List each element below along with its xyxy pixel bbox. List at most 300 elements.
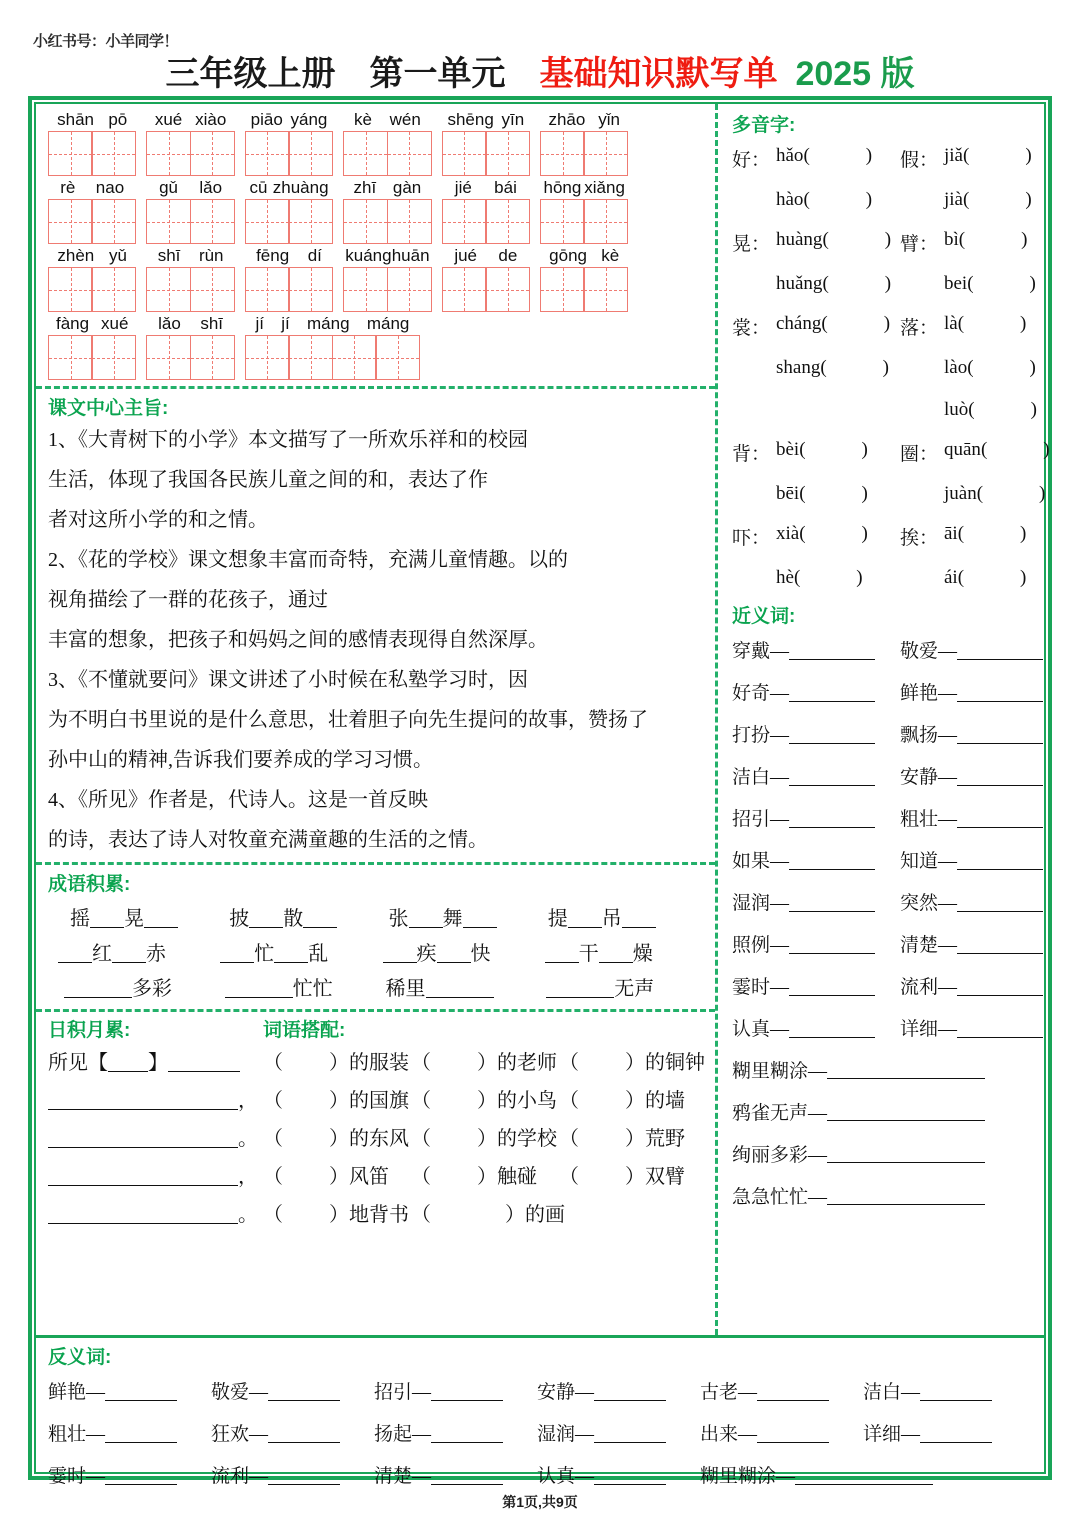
blank-line[interactable] xyxy=(383,943,417,963)
blank-line[interactable] xyxy=(64,978,132,998)
blank-line[interactable] xyxy=(168,1052,240,1072)
paren-close: ） xyxy=(625,1090,645,1112)
pinyin-grid-cell[interactable] xyxy=(146,199,191,244)
paren-close: ) xyxy=(883,312,891,334)
pinyin-syllable: kè xyxy=(601,246,620,265)
blank-line[interactable] xyxy=(789,640,875,660)
pinyin-cells xyxy=(48,335,136,380)
blank-line[interactable] xyxy=(268,1423,340,1443)
antonym-row xyxy=(48,1453,1038,1495)
pinyin-syllable: yǔ xyxy=(109,246,127,265)
blank-line[interactable] xyxy=(426,978,494,998)
idiom-char: 晃 xyxy=(124,908,144,930)
synonym-item xyxy=(732,804,900,831)
blank-line[interactable] xyxy=(431,1465,503,1485)
paren-open: （ xyxy=(411,1090,431,1112)
blank-line[interactable] xyxy=(274,943,308,963)
text-run: 2、《花的学校》课文想象丰富而奇特，充满儿童情趣。以 xyxy=(48,549,548,571)
pinyin-grid-cell[interactable] xyxy=(387,131,432,176)
blank-line[interactable] xyxy=(957,976,1043,996)
synonym-word: 流利— xyxy=(900,976,958,998)
pinyin-syllable: pō xyxy=(108,110,128,129)
idiom-item xyxy=(386,972,547,1001)
paren-close: ） xyxy=(329,1166,349,1188)
pinyin-label xyxy=(146,314,234,335)
antonym-item xyxy=(48,1461,211,1488)
blank-line[interactable] xyxy=(545,943,579,963)
synonym-word: 急急忙忙— xyxy=(732,1186,828,1208)
pinyin-grid-cell[interactable] xyxy=(387,267,432,312)
pinyin-grid-cell[interactable] xyxy=(332,335,377,380)
pinyin-word xyxy=(48,110,136,176)
polyphone-blank[interactable] xyxy=(829,273,885,295)
pinyin-grid-cell[interactable] xyxy=(288,199,333,244)
blank-line[interactable] xyxy=(58,943,92,963)
synonym-wide-item xyxy=(732,1090,1068,1132)
blank-line[interactable] xyxy=(48,1204,238,1224)
blank-line[interactable] xyxy=(827,1185,985,1205)
pinyin-grid-cell[interactable] xyxy=(190,335,235,380)
idiom-item xyxy=(229,902,388,931)
pinyin-grid-cell[interactable] xyxy=(190,199,235,244)
pinyin-cells xyxy=(245,131,333,176)
blank-line[interactable] xyxy=(108,1052,148,1072)
blank-line[interactable] xyxy=(957,724,1043,744)
polyphone-pinyin: hào xyxy=(776,189,804,210)
pinyin-word xyxy=(245,314,420,380)
polyphone-blank[interactable] xyxy=(806,523,862,550)
polyphone-pinyin: bèi xyxy=(776,438,800,460)
polyphone-blank[interactable] xyxy=(810,145,866,172)
collocation-label: 荒野 xyxy=(645,1128,685,1150)
blank-line[interactable] xyxy=(568,908,602,928)
polyphone-blank[interactable] xyxy=(800,567,856,589)
pinyin-grid-cell[interactable] xyxy=(190,267,235,312)
pinyin-grid-cell[interactable] xyxy=(540,131,585,176)
blank-line[interactable] xyxy=(431,1381,503,1401)
collocation-item xyxy=(263,1084,411,1122)
text-run: 代诗人。这是一首反映 xyxy=(228,789,428,811)
pinyin-cells xyxy=(245,267,333,312)
pinyin-grid-cell[interactable] xyxy=(485,199,530,244)
synonym-row xyxy=(732,1006,1068,1048)
pinyin-grid-cell[interactable] xyxy=(245,335,290,380)
daily-line xyxy=(48,1198,263,1236)
antonym-item xyxy=(374,1377,537,1404)
blank-line[interactable] xyxy=(463,908,497,928)
blank-line[interactable] xyxy=(789,724,875,744)
daily-punct: ， xyxy=(238,1166,258,1188)
blank-line[interactable] xyxy=(957,850,1043,870)
daily-body xyxy=(48,1046,263,1236)
text-run: 的诗，表达了诗人对牧童充满童趣的生活的 xyxy=(48,829,428,851)
pinyin-word xyxy=(245,110,333,176)
synonym-row xyxy=(732,712,1068,754)
blank-line[interactable] xyxy=(957,934,1043,954)
pinyin-syllable: gōng xyxy=(549,246,587,265)
paren-open: （ xyxy=(263,1128,283,1150)
antonym-item xyxy=(211,1419,374,1446)
blank-line[interactable] xyxy=(90,908,124,928)
collocation-label: 的服装 xyxy=(349,1052,409,1074)
pinyin-label xyxy=(343,110,431,131)
synonym-word: 敬爱— xyxy=(900,640,958,662)
blank-line[interactable] xyxy=(920,1381,992,1401)
pinyin-grid-cell[interactable] xyxy=(190,131,235,176)
pinyin-grid-cell[interactable] xyxy=(442,199,487,244)
pinyin-grid-cell[interactable] xyxy=(91,131,136,176)
collocation-item xyxy=(263,1198,411,1236)
blank-line[interactable] xyxy=(957,682,1043,702)
polyphone-blank[interactable] xyxy=(828,313,884,340)
synonym-word: 突然— xyxy=(900,892,958,914)
title-grade: 三年级上册 xyxy=(165,55,336,93)
pinyin-row xyxy=(48,178,709,244)
collocation-item xyxy=(411,1160,559,1198)
daily-line xyxy=(48,1084,263,1122)
blank-line[interactable] xyxy=(48,1166,238,1186)
idiom-char: 提 xyxy=(547,908,568,930)
collocation-row xyxy=(263,1198,709,1236)
blank-line[interactable] xyxy=(546,978,614,998)
idiom-char: 散 xyxy=(283,908,304,930)
polyphone-entry xyxy=(732,483,900,505)
pinyin-row xyxy=(48,110,709,176)
collocation-item xyxy=(411,1046,559,1084)
blank-line[interactable] xyxy=(789,682,875,702)
polyphone-blank[interactable] xyxy=(964,567,1020,589)
pinyin-grid-cell[interactable] xyxy=(343,199,388,244)
blank-line[interactable] xyxy=(827,1143,985,1163)
pinyin-word xyxy=(245,178,333,244)
idiom-char: 干 xyxy=(578,943,599,965)
pinyin-grid-cell[interactable] xyxy=(442,267,487,312)
antonym-word: 扬起— xyxy=(374,1423,432,1445)
pinyin-grid-cell[interactable] xyxy=(387,199,432,244)
pinyin-grid-cell[interactable] xyxy=(442,131,487,176)
polyphone-entry xyxy=(732,229,900,256)
blank-line[interactable] xyxy=(105,1423,177,1443)
polyphone-pinyin: lào xyxy=(944,357,968,378)
blank-line[interactable] xyxy=(957,808,1043,828)
pinyin-grid-cell[interactable] xyxy=(288,131,333,176)
pinyin-word xyxy=(146,178,234,244)
blank-line[interactable] xyxy=(105,1381,177,1401)
pinyin-syllable: máng xyxy=(366,314,410,333)
polyphone-entry xyxy=(900,189,1060,211)
blank-line[interactable] xyxy=(827,1059,985,1079)
polyphone-char: 圈： xyxy=(900,443,939,465)
polyphone-blank[interactable] xyxy=(806,439,862,466)
blank-line[interactable] xyxy=(144,908,178,928)
pinyin-grid-cell[interactable] xyxy=(540,267,585,312)
text-run: 的学习习惯。 xyxy=(313,749,433,771)
blank-line[interactable] xyxy=(789,934,875,954)
right-column xyxy=(718,104,1072,1335)
daily-line xyxy=(48,1160,263,1198)
pinyin-grid-cell[interactable] xyxy=(485,131,530,176)
pinyin-cells xyxy=(48,131,136,176)
pinyin-grid-cell[interactable] xyxy=(540,199,585,244)
text-run: 3、《不懂就要问》课文讲述了 xyxy=(48,669,308,691)
paren-close: ) xyxy=(861,522,868,544)
synonym-item xyxy=(732,678,900,705)
pinyin-syllable: yǐn xyxy=(598,110,620,129)
polyphone-pinyin: bì xyxy=(944,228,959,250)
blank-line[interactable] xyxy=(599,943,633,963)
synonym-item xyxy=(732,762,900,789)
polyphone-char: 背： xyxy=(732,443,771,465)
pinyin-syllable: fàng xyxy=(55,314,90,333)
pinyin-label xyxy=(48,110,136,131)
blank-line[interactable] xyxy=(594,1381,666,1401)
polyphone-blank[interactable] xyxy=(975,399,1031,421)
text-run: 的 xyxy=(548,549,568,571)
text-run: 4、《所见》作者是 xyxy=(48,789,208,811)
blank-line[interactable] xyxy=(303,908,337,928)
collocation-label: 的画 xyxy=(525,1204,565,1226)
polyphone-pinyin: jià xyxy=(944,189,963,210)
polyphone-blank[interactable] xyxy=(827,357,883,379)
blank-line[interactable] xyxy=(268,1381,340,1401)
pinyin-grid-cell[interactable] xyxy=(583,267,628,312)
synonym-word: 详细— xyxy=(900,1018,958,1040)
blank-line[interactable] xyxy=(957,1018,1043,1038)
synonym-row xyxy=(732,964,1068,1006)
pinyin-label xyxy=(442,246,530,267)
synonym-row xyxy=(732,670,1068,712)
pinyin-grid-cell[interactable] xyxy=(48,267,93,312)
blank-line[interactable] xyxy=(757,1423,829,1443)
synonym-item xyxy=(900,972,1068,999)
pinyin-label xyxy=(245,110,333,131)
blank-line[interactable] xyxy=(220,943,254,963)
polyphone-blank[interactable] xyxy=(974,357,1030,379)
collocation-item xyxy=(559,1122,709,1160)
text-run: 视角描绘了一群 xyxy=(48,589,188,611)
polyphone-char xyxy=(900,567,944,589)
pinyin-syllable: lǎo xyxy=(199,178,223,197)
pinyin-grid-cell[interactable] xyxy=(288,335,333,380)
synonym-row xyxy=(732,796,1068,838)
paren-open: ( xyxy=(957,567,965,588)
polyphone-blank[interactable] xyxy=(964,313,1020,340)
pinyin-grid-cell[interactable] xyxy=(146,335,191,380)
main-idea-line xyxy=(48,460,707,500)
pinyin-grid-cell[interactable] xyxy=(91,267,136,312)
collocation-label: 的学校 xyxy=(497,1128,557,1150)
blank-line[interactable] xyxy=(789,808,875,828)
blank-line[interactable] xyxy=(249,908,283,928)
pinyin-grid-cell[interactable] xyxy=(48,131,93,176)
blank-line[interactable] xyxy=(112,943,146,963)
pinyin-label xyxy=(343,246,431,267)
pinyin-grid-cell[interactable] xyxy=(343,131,388,176)
idiom-char: 忙 xyxy=(254,943,275,965)
polyphone-blank[interactable] xyxy=(965,229,1021,256)
pinyin-syllable: jué xyxy=(454,246,477,265)
pinyin-syllable: rè xyxy=(60,178,76,197)
polyphone-pinyin: ái xyxy=(944,567,958,588)
polyphone-pinyin: huǎng xyxy=(776,273,823,294)
pinyin-grid-cell[interactable] xyxy=(245,131,290,176)
pinyin-syllable: jí xyxy=(281,314,290,333)
blank-line[interactable] xyxy=(48,1090,238,1110)
paren-close: ） xyxy=(625,1166,645,1188)
pinyin-grid-cell[interactable] xyxy=(343,267,388,312)
pinyin-grid-cell[interactable] xyxy=(48,199,93,244)
polyphone-blank[interactable] xyxy=(969,145,1025,172)
collocation-label: 地背书 xyxy=(349,1204,409,1226)
idioms-section xyxy=(36,865,715,1009)
antonym-word: 详细— xyxy=(863,1423,921,1445)
idiom-char: 忙忙 xyxy=(292,978,333,1000)
idioms-body xyxy=(48,902,707,1001)
antonym-item xyxy=(700,1377,863,1404)
pinyin-syllable: huān xyxy=(391,246,430,265)
collocation-label: 触碰 xyxy=(497,1166,537,1188)
paren-open: ( xyxy=(799,483,806,504)
polyphone-pinyin: juàn xyxy=(944,483,977,504)
polyphone-pinyin: bēi xyxy=(776,483,800,504)
blank-line[interactable] xyxy=(437,943,471,963)
antonym-heading: 反义词: xyxy=(48,1347,112,1368)
blank-line[interactable] xyxy=(789,850,875,870)
blank-line[interactable] xyxy=(920,1423,992,1443)
pinyin-syllable: jí xyxy=(255,314,264,333)
blank-line[interactable] xyxy=(795,1465,933,1485)
daily-punct: ， xyxy=(238,1090,258,1112)
text-run: 和 xyxy=(368,469,388,491)
pinyin-syllable: zhèn xyxy=(57,246,95,265)
page-title xyxy=(0,46,1080,95)
main-idea-line xyxy=(48,500,707,540)
blank-line[interactable] xyxy=(957,640,1043,660)
pinyin-grid-cell[interactable] xyxy=(485,267,530,312)
collocation-item xyxy=(559,1160,709,1198)
pinyin-word xyxy=(442,246,530,312)
synonym-word: 鸦雀无声— xyxy=(732,1102,828,1124)
pinyin-grid-cell[interactable] xyxy=(375,335,420,380)
paren-close: ) xyxy=(1020,567,1027,588)
polyphone-char: 假： xyxy=(900,149,939,171)
antonym-word: 认真— xyxy=(537,1465,595,1487)
polyphone-row xyxy=(732,137,1068,179)
polyphone-section xyxy=(728,104,1072,599)
paren-open: ( xyxy=(968,399,975,420)
polyphone-blank[interactable] xyxy=(806,483,862,505)
antonym-section xyxy=(36,1335,1044,1487)
pinyin-cells xyxy=(442,199,530,244)
polyphone-char: 吓： xyxy=(732,527,771,549)
polyphone-pinyin: āi xyxy=(944,522,958,544)
pinyin-grid-cell[interactable] xyxy=(583,131,628,176)
blank-line[interactable] xyxy=(757,1381,829,1401)
pinyin-grid-cell[interactable] xyxy=(91,335,136,380)
synonym-word: 如果— xyxy=(732,850,790,872)
antonym-item xyxy=(48,1377,211,1404)
pinyin-grid-cell[interactable] xyxy=(245,199,290,244)
pinyin-cells xyxy=(146,267,234,312)
pinyin-syllable: máng xyxy=(307,314,350,333)
polyphone-blank[interactable] xyxy=(829,229,885,256)
blank-line[interactable] xyxy=(827,1101,985,1121)
pinyin-word xyxy=(48,246,136,312)
blank-line[interactable] xyxy=(105,1465,177,1485)
paren-open: （ xyxy=(263,1166,283,1188)
pinyin-grid-cell[interactable] xyxy=(48,335,93,380)
synonym-word: 鲜艳— xyxy=(900,682,958,704)
text-run: 欢乐祥和的校园 xyxy=(388,429,528,451)
blank-line[interactable] xyxy=(594,1465,666,1485)
paren-open: （ xyxy=(559,1090,579,1112)
paren-open: （ xyxy=(411,1204,431,1226)
paren-close: ) xyxy=(1021,228,1028,250)
pinyin-label xyxy=(442,110,530,131)
pinyin-syllable: piāo xyxy=(250,110,283,129)
blank-line[interactable] xyxy=(957,766,1043,786)
pinyin-word xyxy=(540,178,628,244)
pinyin-cells xyxy=(540,267,628,312)
pinyin-grid-cell[interactable] xyxy=(91,199,136,244)
polyphone-char xyxy=(900,399,944,421)
blank-line[interactable] xyxy=(789,1018,875,1038)
blank-line[interactable] xyxy=(268,1465,340,1485)
polyphone-body xyxy=(732,137,1068,599)
pinyin-grid-cell[interactable] xyxy=(146,131,191,176)
paren-close: ) xyxy=(884,273,892,294)
blank-line[interactable] xyxy=(789,892,875,912)
paren-open: （ xyxy=(263,1052,283,1074)
pinyin-grid-cell[interactable] xyxy=(146,267,191,312)
blank-line[interactable] xyxy=(789,766,875,786)
pinyin-grid-cell[interactable] xyxy=(245,267,290,312)
blank-line[interactable] xyxy=(594,1423,666,1443)
collocation-item xyxy=(411,1122,559,1160)
polyphone-blank[interactable] xyxy=(969,189,1025,211)
synonym-item xyxy=(900,678,1068,705)
pinyin-syllable: xué xyxy=(154,110,183,129)
synonym-word: 洁白— xyxy=(732,766,790,788)
blank-line[interactable] xyxy=(225,978,293,998)
pinyin-grid-cell[interactable] xyxy=(288,267,333,312)
main-idea-line xyxy=(48,420,707,460)
pinyin-word xyxy=(146,314,234,380)
polyphone-blank[interactable] xyxy=(987,439,1043,466)
blank-line[interactable] xyxy=(409,908,443,928)
idiom-char: 摇 xyxy=(70,908,90,930)
polyphone-blank[interactable] xyxy=(964,523,1020,550)
blank-line[interactable] xyxy=(431,1423,503,1443)
pinyin-grid-cell[interactable] xyxy=(583,199,628,244)
blank-line[interactable] xyxy=(622,908,656,928)
blank-line[interactable] xyxy=(789,976,875,996)
blank-line[interactable] xyxy=(48,1128,238,1148)
text-run: 的精神,告诉我们要养成 xyxy=(108,749,313,771)
antonym-item xyxy=(863,1419,1026,1446)
polyphone-pinyin: là xyxy=(944,312,958,334)
blank-line[interactable] xyxy=(957,892,1043,912)
polyphone-blank[interactable] xyxy=(974,273,1030,295)
paren-open: ( xyxy=(976,483,984,504)
polyphone-blank[interactable] xyxy=(810,189,866,211)
paren-close: ) xyxy=(882,357,889,378)
pinyin-label xyxy=(343,178,431,199)
polyphone-blank[interactable] xyxy=(983,483,1039,505)
synonym-word: 打扮— xyxy=(732,724,790,746)
collocation-item xyxy=(263,1122,411,1160)
antonym-word: 出来— xyxy=(700,1423,758,1445)
